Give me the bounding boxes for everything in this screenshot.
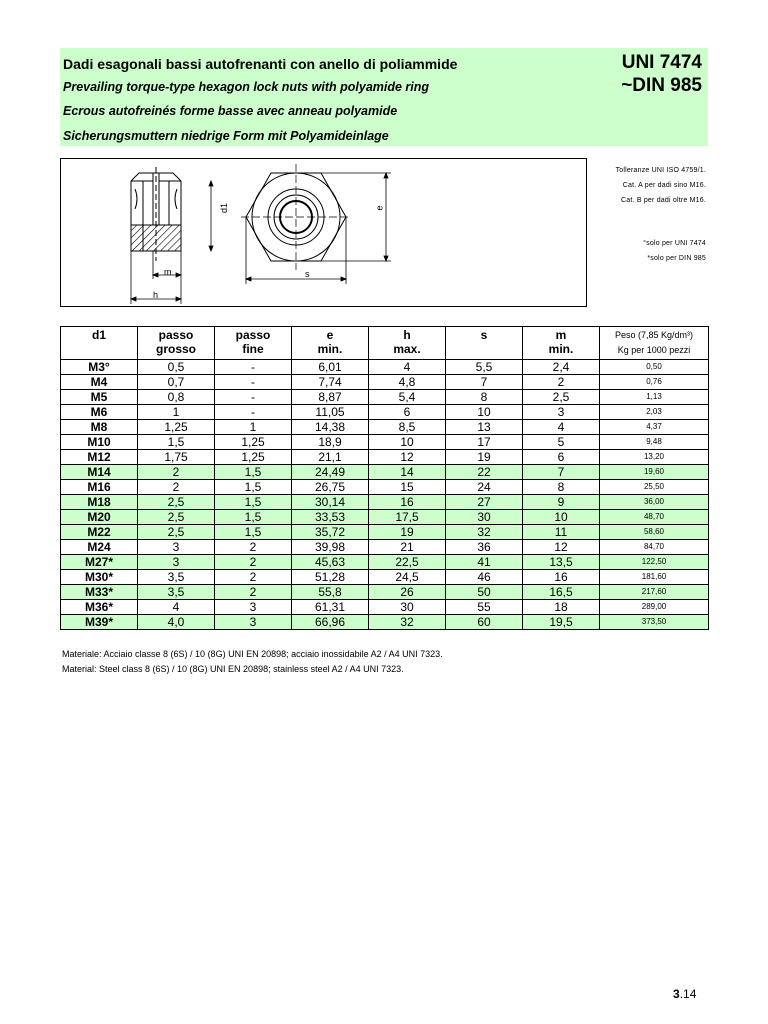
cell-pitch-coarse: 3,5 [138,570,215,585]
cell-s: 60 [446,615,523,630]
cell-m: 5 [523,435,600,450]
cell-pitch-coarse: 1,25 [138,420,215,435]
cell-pitch-fine: 1 [215,420,292,435]
title-german: Sicherungsmuttern niedrige Form mit Polyamideinlage [63,129,389,143]
note-only-din: *solo per DIN 985 [647,255,706,262]
cell-pitch-coarse: 0,8 [138,390,215,405]
cell-h: 12 [369,450,446,465]
standard-din: ~DIN 985 [621,75,702,96]
cell-e: 21,1 [292,450,369,465]
cell-weight: 0,50 [600,360,709,375]
cell-pitch-fine: - [215,360,292,375]
cell-m: 6 [523,450,600,465]
cell-weight: 181,60 [600,570,709,585]
cell-d1: M20 [61,510,138,525]
cell-e: 18,9 [292,435,369,450]
cell-pitch-fine: - [215,375,292,390]
tolerance-notes [616,163,706,266]
cell-s: 46 [446,570,523,585]
cell-pitch-fine: 2 [215,570,292,585]
table-row [61,555,709,570]
cell-s: 5,5 [446,360,523,375]
cell-weight: 1,13 [600,390,709,405]
dimensions-table [60,326,709,630]
cell-weight: 122,50 [600,555,709,570]
cell-d1: M27* [61,555,138,570]
cell-m: 19,5 [523,615,600,630]
cell-d1: M39* [61,615,138,630]
cell-h: 24,5 [369,570,446,585]
cell-pitch-fine: 1,5 [215,465,292,480]
cell-weight: 2,03 [600,405,709,420]
cell-m: 7 [523,465,600,480]
nut-front-view [241,164,351,270]
cell-weight: 48,70 [600,510,709,525]
cell-s: 41 [446,555,523,570]
header-h: h max. [369,327,446,360]
table-row [61,420,709,435]
cell-e: 14,38 [292,420,369,435]
cell-m: 2,4 [523,360,600,375]
cell-pitch-coarse: 1,75 [138,450,215,465]
cell-d1: M8 [61,420,138,435]
cell-weight: 13,20 [600,450,709,465]
materials-note [62,647,443,677]
standard-uni: UNI 7474 [621,52,702,73]
cell-s: 30 [446,510,523,525]
cell-e: 51,28 [292,570,369,585]
cell-pitch-fine: 1,5 [215,495,292,510]
cell-d1: M36* [61,600,138,615]
header-e: e min. [292,327,369,360]
note-only-uni: °solo per UNI 7474 [643,240,706,247]
cell-e: 66,96 [292,615,369,630]
cell-h: 6 [369,405,446,420]
cell-s: 22 [446,465,523,480]
table-row [61,450,709,465]
cell-weight: 4,37 [600,420,709,435]
table-row [61,360,709,375]
note-tolerances: Tolleranze UNI ISO 4759/1. [615,167,706,174]
cell-s: 27 [446,495,523,510]
table-row [61,390,709,405]
header-pitch-fine: passo fine [215,327,292,360]
cell-d1: M22 [61,525,138,540]
header-weight: Peso (7,85 Kg/dm³) Kg per 1000 pezzi [600,327,709,360]
cell-s: 7 [446,375,523,390]
cell-weight: 9,48 [600,435,709,450]
cell-e: 55,8 [292,585,369,600]
header-pitch-coarse: passo grosso [138,327,215,360]
cell-pitch-coarse: 0,7 [138,375,215,390]
cell-e: 35,72 [292,525,369,540]
cell-s: 50 [446,585,523,600]
cell-e: 39,98 [292,540,369,555]
table-row [61,525,709,540]
cell-pitch-fine: - [215,405,292,420]
table-row [61,405,709,420]
title-english: Prevailing torque-type hexagon lock nuts with polyamide ring [63,80,430,94]
cell-pitch-coarse: 4,0 [138,615,215,630]
dim-label-m: m [164,267,172,277]
cell-e: 61,31 [292,600,369,615]
cell-m: 4 [523,420,600,435]
cell-m: 18 [523,600,600,615]
cell-h: 16 [369,495,446,510]
cell-e: 30,14 [292,495,369,510]
title-block [60,48,708,146]
cell-h: 22,5 [369,555,446,570]
cell-h: 19 [369,525,446,540]
cell-d1: M24 [61,540,138,555]
cell-s: 10 [446,405,523,420]
note-cat-a: Cat. A per dadi sino M16. [622,182,706,189]
cell-e: 7,74 [292,375,369,390]
cell-h: 8,5 [369,420,446,435]
table-row [61,480,709,495]
cell-e: 33,53 [292,510,369,525]
material-italian: Materiale: Acciaio classe 8 (6S) / 10 (8G) UNI EN 20898; acciaio inossidabile A2 / A4 UNI 7323. [62,649,443,659]
cell-d1: M4 [61,375,138,390]
cell-d1: M14 [61,465,138,480]
cell-e: 45,63 [292,555,369,570]
cell-e: 24,49 [292,465,369,480]
cell-d1: M16 [61,480,138,495]
cell-d1: M33* [61,585,138,600]
cell-pitch-fine: 1,5 [215,480,292,495]
cell-pitch-fine: 3 [215,615,292,630]
cell-pitch-coarse: 2,5 [138,525,215,540]
cell-pitch-fine: - [215,390,292,405]
cell-pitch-coarse: 2,5 [138,510,215,525]
table-row [61,615,709,630]
cell-m: 11 [523,525,600,540]
title-italian: Dadi esagonali bassi autofrenanti con anello di poliammide [63,56,458,72]
dim-label-s: s [305,269,310,279]
cell-pitch-fine: 1,25 [215,450,292,465]
cell-h: 4 [369,360,446,375]
cell-h: 30 [369,600,446,615]
cell-s: 36 [446,540,523,555]
cell-m: 3 [523,405,600,420]
cell-m: 10 [523,510,600,525]
cell-s: 17 [446,435,523,450]
cell-weight: 0,76 [600,375,709,390]
cell-h: 21 [369,540,446,555]
table-row [61,375,709,390]
page-number [673,987,696,1001]
cell-pitch-coarse: 4 [138,600,215,615]
cell-h: 4,8 [369,375,446,390]
cell-s: 32 [446,525,523,540]
cell-e: 8,87 [292,390,369,405]
cell-pitch-fine: 1,5 [215,510,292,525]
page-chapter: 3 [673,987,680,1001]
cell-weight: 25,50 [600,480,709,495]
cell-h: 14 [369,465,446,480]
title-french: Ecrous autofreinés forme basse avec anneau polyamide [63,104,398,118]
cell-h: 26 [369,585,446,600]
cell-weight: 289,00 [600,600,709,615]
cell-m: 2,5 [523,390,600,405]
cell-weight: 84,70 [600,540,709,555]
cell-pitch-coarse: 3 [138,540,215,555]
header-m: m min. [523,327,600,360]
nut-side-view [131,167,181,261]
table-row [61,495,709,510]
cell-pitch-coarse: 3 [138,555,215,570]
cell-s: 13 [446,420,523,435]
cell-pitch-fine: 1,25 [215,435,292,450]
cell-pitch-coarse: 3,5 [138,585,215,600]
technical-drawing [60,158,587,307]
cell-m: 16,5 [523,585,600,600]
cell-m: 13,5 [523,555,600,570]
cell-pitch-coarse: 2 [138,465,215,480]
cell-d1: M6 [61,405,138,420]
table-row [61,585,709,600]
cell-weight: 217,60 [600,585,709,600]
cell-d1: M10 [61,435,138,450]
table-row [61,465,709,480]
dim-label-h: h [153,290,159,300]
table-row [61,570,709,585]
dim-label-e: e [374,205,385,211]
cell-d1: M5 [61,390,138,405]
cell-pitch-fine: 2 [215,585,292,600]
cell-m: 9 [523,495,600,510]
nut-drawing [61,159,586,306]
cell-pitch-coarse: 0,5 [138,360,215,375]
cell-m: 2 [523,375,600,390]
cell-pitch-coarse: 2 [138,480,215,495]
table-row [61,540,709,555]
cell-s: 19 [446,450,523,465]
cell-h: 5,4 [369,390,446,405]
note-cat-b: Cat. B per dadi oltre M16. [621,197,706,204]
cell-e: 11,05 [292,405,369,420]
cell-weight: 373,50 [600,615,709,630]
cell-m: 8 [523,480,600,495]
table-row [61,435,709,450]
header-s: s [446,327,523,360]
page-sub: .14 [679,987,697,1001]
cell-s: 24 [446,480,523,495]
cell-h: 15 [369,480,446,495]
table-body [61,360,709,630]
cell-e: 6,01 [292,360,369,375]
material-english: Material: Steel class 8 (6S) / 10 (8G) UNI EN 20898; stainless steel A2 / A4 UNI 7323. [62,664,404,674]
cell-s: 8 [446,390,523,405]
cell-m: 16 [523,570,600,585]
cell-m: 12 [523,540,600,555]
table-row [61,510,709,525]
cell-e: 26,75 [292,480,369,495]
cell-h: 17,5 [369,510,446,525]
cell-h: 32 [369,615,446,630]
header-d1: d1 [61,327,138,360]
cell-pitch-fine: 1,5 [215,525,292,540]
cell-pitch-coarse: 2,5 [138,495,215,510]
table-row [61,600,709,615]
cell-d1: M30* [61,570,138,585]
cell-pitch-fine: 3 [215,600,292,615]
cell-pitch-fine: 2 [215,555,292,570]
cell-pitch-coarse: 1,5 [138,435,215,450]
dim-label-d1: d1 [219,202,230,214]
table-header-row [61,327,709,360]
cell-pitch-coarse: 1 [138,405,215,420]
cell-weight: 19,60 [600,465,709,480]
cell-h: 10 [369,435,446,450]
cell-d1: M18 [61,495,138,510]
cell-pitch-fine: 2 [215,540,292,555]
cell-d1: M3° [61,360,138,375]
cell-d1: M12 [61,450,138,465]
cell-weight: 58,60 [600,525,709,540]
cell-s: 55 [446,600,523,615]
cell-weight: 36,00 [600,495,709,510]
